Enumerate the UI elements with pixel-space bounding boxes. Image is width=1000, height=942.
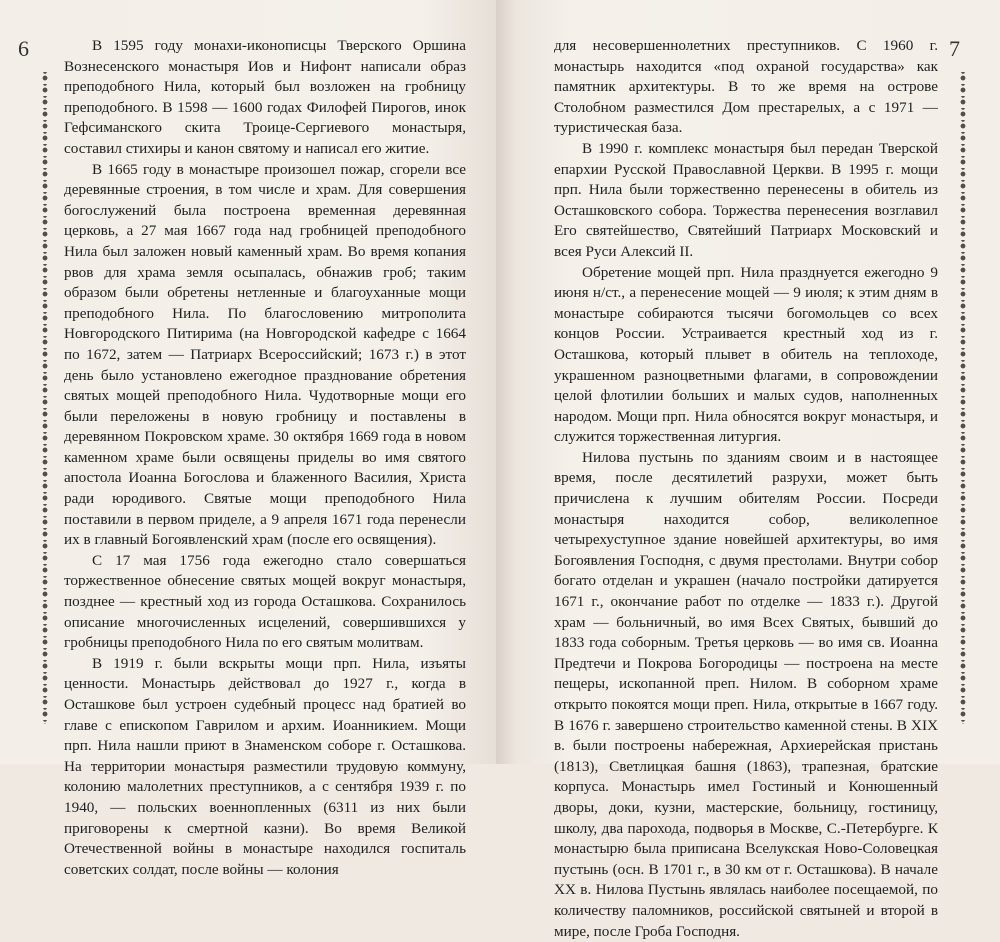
page-number-left: 6	[18, 36, 29, 61]
decorative-border-right	[956, 72, 970, 724]
left-page-text	[64, 36, 466, 880]
right-page	[496, 0, 1000, 940]
paragraph: Обретение мощей прп. Нила празднуется ежегодно 9 июня н/ст., а перенесение мощей — 9 июля; к этим дням в монастыре собираются тысячи богомольцев со всех концов России. Устраивается крестный ход из г. Осташкова, который плывет в обитель на теплоходе, украшенном разноцветными флагами, в сопровождении целой флотилии больших и малых судов, наполненных народом. Мощи прп. Нила обносятся вокруг монастыря, и служится торжественная литургия.	[554, 263, 938, 446]
paragraph: В 1990 г. комплекс монастыря был передан Тверской епархии Русской Православной Церкви. В 1995 г. мощи прп. Нила были торжественно перенесены в обитель из Осташковского собора. Торжества перенесения возглавил Его святейшество, Святейший Патриарх Московский и всея Руси Алексий II.	[554, 139, 938, 260]
paragraph: В 1919 г. были вскрыты мощи прп. Нила, изъяты ценности. Монастырь действовал до 1927 г., когда в Осташкове был устроен судебный процесс над братией во главе с епископом Гаврилом и архим. Иоанникием. Мощи прп. Нила нашли приют в Знаменском соборе г. Осташкова. На территории монастыря разместили трудовую коммуну, колонию малолетних преступников, а с сентября 1939 г. по 1940, — польских военнопленных (6311 из них были приговорены к смертной казни). Во время Великой Отечественной войны в монастыре находился госпиталь советских солдат, после войны — колония	[64, 654, 466, 878]
decorative-border-left	[38, 72, 52, 724]
paragraph: С 17 мая 1756 года ежегодно стало совершаться торжественное обнесение святых мощей вокруг монастыря, позднее — крестный ход из города Осташкова. Сохранилось описание многочисленных исцелений, совершившихся у гробницы преподобного Нила по его святым молитвам.	[64, 551, 466, 652]
left-page	[0, 0, 496, 878]
paragraph: Нилова пустынь по зданиям своим и в настоящее время, после десятилетий разрухи, может быть причислена к лучшим обителям России. Посреди монастыря находится собор, великолепное четырехуступное здание новейшей архитектуры, во имя Богоявления Господня, с двумя престолами. Внутри собор богато отделан и украшен (начало постройки датируется 1671 г., окончание работ по отделке — 1833 г.). Другой храм — больничный, во имя Всех Святых, бывший до 1833 года соборным. Третья церковь — во имя св. Иоанна Предтечи и Покрова Богородицы — построена на месте пещеры, ископанной преп. Нилом. В соборном храме открыто покоятся мощи преп. Нила, открытые в 1667 году. В 1676 г. завершено строительство каменной стены. В XIX в. были построены набережная, Архиерейская пристань (1813), Светлицкая башня (1863), трапезная, братские корпуса. Монастырь имел Гостиный и Конюшенный дворы, доки, кузни, мастерские, больницу, гостиницу, школу, два парохода, подворья в Москве, С.-Петербурге. К монастырю была приписана Вселукская Ново-Соловецкая пустынь (осн. В 1701 г., в 30 км от г. Осташкова). В начале XX в. Нилова Пустынь являлась наиболее посещаемой, по количеству паломников, российской святыней и второй в мире, после Гроба Господня.	[554, 448, 938, 940]
page-number-right: 7	[949, 36, 960, 61]
right-page-text	[554, 36, 938, 942]
paragraph: для несовершеннолетних преступников. С 1960 г. монастырь находится «под охраной государства» как памятник архитектуры. В то же время на острове Столобном разместился Дом престарелых, а с 1971 — туристическая база.	[554, 37, 938, 137]
paragraph: В 1595 году монахи-иконописцы Тверского Оршина Вознесенского монастыря Иов и Нифонт написали образ преподобного Нила, который был возложен на гробницу преподобного. В 1598 — 1600 годах Филофей Пирогов, инок Гефсиманского скита Троице-Сергиевого монастыря, составил стихиры и канон святому и написал его житие.	[64, 37, 466, 157]
paragraph: В 1665 году в монастыре произошел пожар, сгорели все деревянные строения, в том числе и храм. Для совершения богослужений была построена временная деревянная церковь, а 27 мая 1667 года над гробницей преподобного Нила был заложен новый каменный храм. Во время копания рвов для храма земля осыпалась, обнажив гроб; таким образом были обретены нетленные и благоуханные мощи преподобного Нила. По благословению митрополита Новгородского Питирима (на Новгородской кафедре с 1664 по 1672, затем — Патриарх Всероссийский; 1673 г.) в этот день было установлено ежегодное празднование обретения святых мощей преподобного Нила. Чудотворные мощи его были переложены в новую гробницу и поставлены в деревянном Покровском храме. 30 октября 1669 года в новом каменном храме были освящены приделы во имя святого апостола Иоанна Богослова и блаженного Василия, Христа ради юродивого. Святые мощи преподобного Нила поставили в первом приделе, а 9 апреля 1671 года перенесли их в главный Богоявленский храм (после его освящения).	[64, 160, 466, 549]
